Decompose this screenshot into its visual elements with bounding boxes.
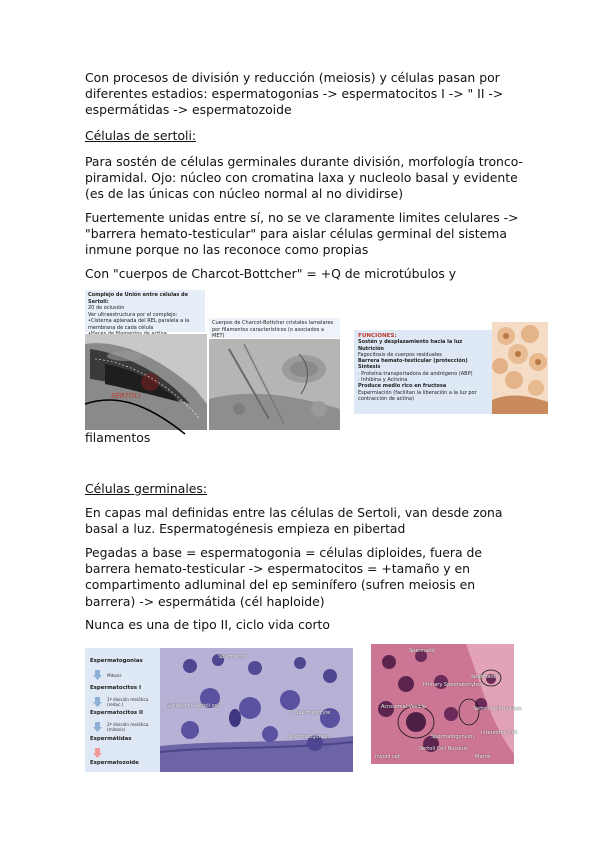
germinal-paragraph-2: Pegadas a base = espermatogonia = células diploides, fuera de barrera hemato-testicular -> espermatocitos = +tamaño y en compartimento adluminal del ep seminífero (sufren meiosis en barrera) -> espermátida (cél haploide) (85, 545, 483, 609)
label-sertoli-nucleus: Nucleus of Sertoli cell (166, 703, 221, 709)
label-matrix: Matrix (475, 754, 491, 760)
label-primary-spermatocytes: Primary Spermatocytes (423, 682, 482, 688)
flow-note: Mitosis (107, 673, 122, 678)
functions-title: FUNCIONES: (358, 333, 397, 339)
label-sertoli-cell: Sertoli Cell Nucleus (419, 746, 468, 752)
heading-germinales: Células germinales: (85, 481, 208, 496)
flow-step: Espermátidas (90, 736, 132, 742)
charcot-micrograph (209, 339, 340, 430)
arrow-down-icon (93, 670, 102, 680)
heading-sertoli: Células de sertoli: (85, 128, 197, 143)
sertoli-micrograph (85, 334, 207, 430)
label-sertoli-nucleus: Sertoli Cell Nucleus (473, 706, 522, 712)
sertoli-paragraph-1: Para sostén de células germinales durante división, morfología tronco-piramidal. Ojo: núcleo con cromatina laxa y nucleolo basal y evidente (es de las únicas con núcleo normal al no dividirse) (85, 154, 523, 202)
caption-line: 20 de oclusión (88, 305, 125, 311)
label-spermatogonium: Spermatogonium (431, 734, 475, 740)
label-acrosomal-vesicle: Acrosomal Vesicle (381, 704, 426, 710)
label-spermatids: Spermatids (218, 654, 247, 660)
flow-note: 1ª división meiótica (reduc.) (107, 697, 149, 707)
spermatogenesis-flow (85, 648, 160, 772)
junction-caption (85, 290, 205, 332)
function-item: Síntesis (358, 364, 381, 371)
intro-paragraph: Con procesos de división y reducción (meiosis) y células pasan por diferentes estadios: espermatogonias -> espermatocitos I -> " II -> espermátidas -> espermatozoide (85, 70, 504, 118)
flow-step: Espermatocitos I (90, 685, 142, 691)
flow-step: Espermatogonias (90, 658, 143, 664)
label-interstitial: Interstitial Cell (481, 730, 518, 736)
germinal-paragraph-3: Nunca es una de tipo II, ciclo vida corto (85, 617, 330, 632)
function-item: Espermiación (facilitan la liberación a la luz por contracción de actina) (358, 389, 477, 402)
flow-step: Espermatozoide (90, 760, 139, 766)
arrow-down-icon (93, 697, 102, 707)
sertoli-illustration (492, 322, 548, 414)
caption-line: Complejo de Unión entre células de Sertoli: (88, 292, 189, 305)
function-item: Sostén y desplazamiento hacia la luz (358, 339, 463, 346)
flow-note: 2ª división meiótica (mitosis) (107, 722, 149, 732)
germinal-histology-pink (371, 644, 522, 764)
label-spermatid-2: Spermatid (471, 674, 497, 680)
label-myoid: myoid cell (375, 754, 401, 760)
germinal-histology-purple (160, 648, 353, 772)
label-spermatogonium: Spermatogonium (288, 734, 332, 740)
caption-line: •Cisterna aplanada del REL paralela a la membrana de cada célula (88, 318, 190, 331)
sertoli-figure (85, 290, 340, 430)
function-item: · Proteína transportadora de andrógeno (ABP) (358, 370, 473, 377)
flow-step: Espermatocitos II (90, 710, 144, 716)
arrow-down-icon (93, 748, 102, 758)
sertoli-paragraph-2: Fuertemente unidas entre sí, no se ve claramente limites celulares -> "barrera hemato-testicular" para aislar células germinal del sistema inmune porque no las reconoce como propias (85, 210, 519, 258)
function-item: Produce medio rico en fructosa (358, 383, 447, 390)
function-item: Nutrición (358, 345, 384, 352)
arrow-down-icon (93, 722, 102, 732)
label-spermatocyte: 1° Spermatocyte (288, 710, 331, 716)
sertoli-paragraph-3: Con "cuerpos de Charcot-Bottcher" = +Q de microtúbulos y (85, 266, 457, 281)
function-item: · Inhibina y Activina (358, 377, 408, 384)
sertoli-paragraph-3-cont: filamentos (85, 430, 151, 445)
label-spermatid: Spermatid (409, 648, 435, 654)
function-item: Barrera hemato-testicular (protección) (358, 358, 468, 365)
charcot-caption: Cuerpos de Charcot-Bottcher cristales lamelares por filamentos característicos (o asociados a MET) (209, 318, 340, 338)
function-item: Fagocitosis de cuerpos residuales (358, 351, 442, 358)
functions-box (354, 330, 494, 414)
caption-line: Ver ultraestructura por el complejo: (88, 311, 178, 318)
germinal-paragraph-1: En capas mal definidas entre las células de Sertoli, van desde zona basal a luz. Espermatogénesis empieza en pibertad (85, 505, 503, 537)
sertoli-label: SERTOLI (111, 392, 141, 400)
